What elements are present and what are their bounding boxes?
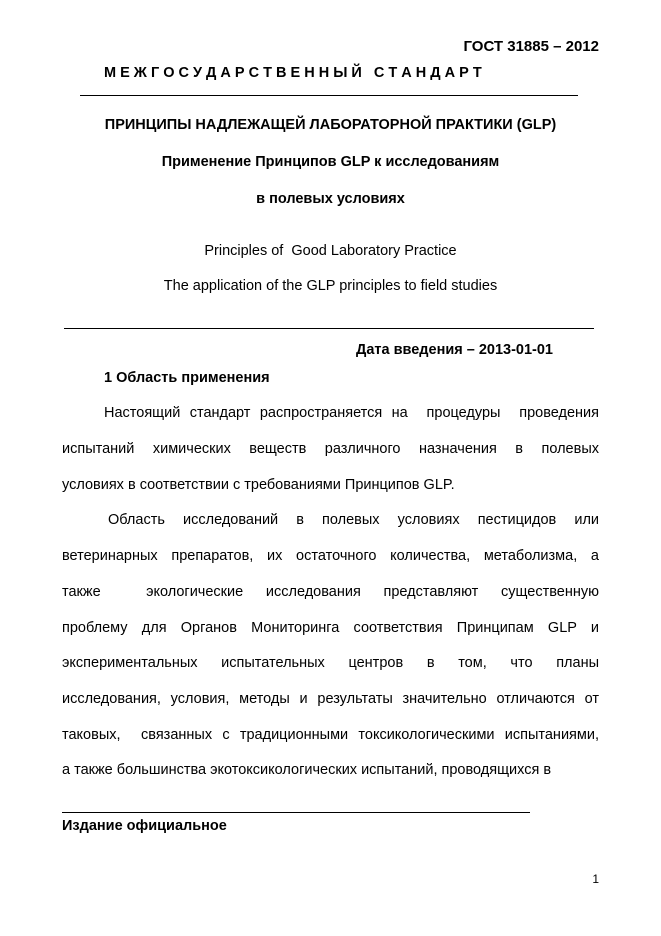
gost-number: ГОСТ 31885 – 2012 <box>463 38 599 55</box>
subtitle-line-1: Применение Принципов GLP к исследованиям <box>161 154 500 170</box>
paragraph-line: экспериментальных испытательных центров в том, что планы <box>62 655 599 671</box>
header-rule <box>80 95 578 96</box>
english-title-line-1: Principles of Good Laboratory Practice <box>204 243 457 259</box>
paragraph-line: Область исследований в полевых условиях пестицидов или <box>108 512 599 528</box>
paragraph-line: условиях в соответствии с требованиями Принципов GLP. <box>62 477 455 493</box>
title-rule <box>64 328 594 329</box>
section-heading: 1 Область применения <box>104 370 270 386</box>
document-title: ПРИНЦИПЫ НАДЛЕЖАЩЕЙ ЛАБОРАТОРНОЙ ПРАКТИКИ (GLP) <box>104 117 557 133</box>
paragraph-line: исследования, условия, методы и результаты значительно отличаются от <box>62 691 599 707</box>
english-title-line-2: The application of the GLP principles to field studies <box>163 278 498 294</box>
paragraph-line: также экологические исследования представляют существенную <box>62 584 599 600</box>
paragraph-line: проблему для Органов Мониторинга соответствия Принципам GLP и <box>62 620 599 636</box>
paragraph-line: а также большинства экотоксикологических испытаний, проводящихся в <box>62 762 552 778</box>
official-edition: Издание официальное <box>62 818 227 834</box>
standard-type: М Е Ж Г О С У Д А Р С Т В Е Н Н Ы Й С Т А Н Д А Р Т <box>104 65 482 81</box>
paragraph-line: испытаний химических веществ различного назначения в полевых <box>62 441 599 457</box>
introduction-date: Дата введения – 2013-01-01 <box>356 342 553 358</box>
footnote-rule <box>62 812 530 813</box>
paragraph-line: Настоящий стандарт распространяется на процедуры проведения <box>104 405 599 421</box>
page-number: 1 <box>592 872 599 886</box>
paragraph-line: ветеринарных препаратов, их остаточного количества, метаболизма, а <box>62 548 599 564</box>
paragraph-line: таковых, связанных с традиционными токсикологическими испытаниями, <box>62 727 599 743</box>
subtitle-line-2: в полевых условиях <box>256 191 405 207</box>
